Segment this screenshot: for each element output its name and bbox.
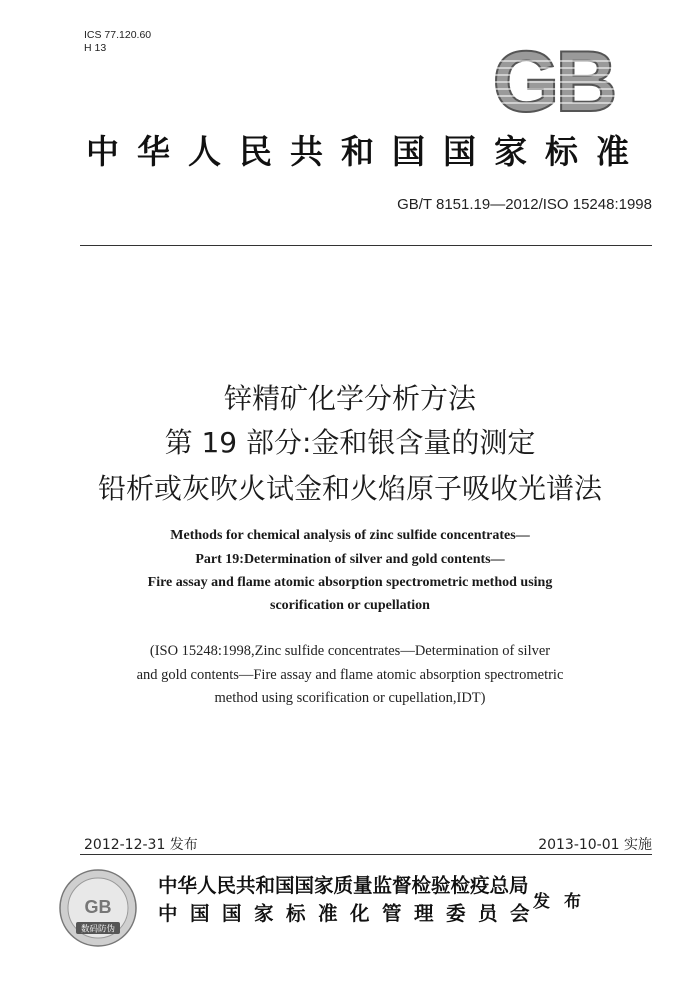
classification-codes xyxy=(84,29,151,55)
header-divider xyxy=(80,245,652,246)
footer-divider xyxy=(80,854,652,855)
gb-logo-text: GB xyxy=(492,39,614,125)
seal-logo-text: GB xyxy=(84,897,112,917)
title-en-line3: Fire assay and flame atomic absorption spectrometric method using xyxy=(147,575,553,590)
publish-label: 发布 xyxy=(533,892,595,912)
title-cn-line1: 锌精矿化学分析方法 xyxy=(223,382,476,415)
implement-date: 2013-10-01 实施 xyxy=(538,837,652,853)
anti-counterfeit-seal xyxy=(58,868,138,948)
title-en-line2: Part 19:Determination of silver and gold contents— xyxy=(195,552,505,567)
issuer-sac: 中国国家标准化管理委员会 xyxy=(158,902,543,925)
issuer-aqsiq: 中华人民共和国国家质量监督检验检疫总局 xyxy=(158,874,529,897)
title-en-line1: Methods for chemical analysis of zinc sulfide concentrates— xyxy=(170,528,530,543)
iso-reference-line3: method using scorification or cupellation,IDT) xyxy=(214,690,486,706)
seal-caption: 数码防伪 xyxy=(80,924,116,935)
ics-code: ICS 77.120.60 xyxy=(84,29,152,41)
iso-reference-line1: (ISO 15248:1998,Zinc sulfide concentrates—Determination of silver xyxy=(149,643,551,659)
gb-logo xyxy=(478,39,628,125)
title-cn-line2: 第 19 部分:金和银含量的测定 xyxy=(164,426,536,459)
iso-reference-line2: and gold contents—Fire assay and flame atomic absorption spectrometric xyxy=(136,667,564,683)
standard-number: GB/T 8151.19—2012/ISO 15248:1998 xyxy=(397,196,652,213)
title-cn-line3: 铅析或灰吹火试金和火焰原子吸收光谱法 xyxy=(97,472,602,505)
title-en-line4: scorification or cupellation xyxy=(270,598,430,613)
ccs-code: H 13 xyxy=(84,42,107,54)
publish-date: 2012-12-31 发布 xyxy=(84,837,198,853)
standard-type-title: 中华人民共和国国家标准 xyxy=(86,132,647,171)
